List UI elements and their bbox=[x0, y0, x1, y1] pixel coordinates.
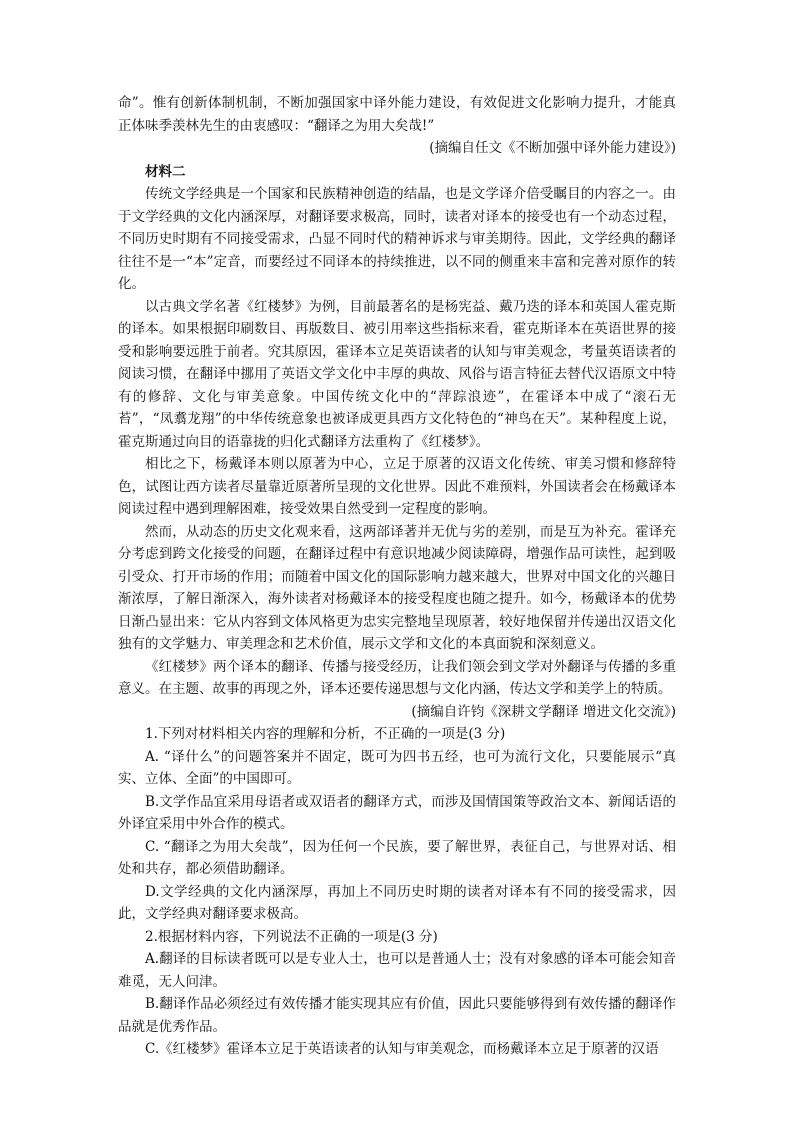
question-1-option-a: A. “译什么”的问题答案并不固定，既可为四书五经，也可为流行文化，只要能展示“真实、立体、全面”的中国即可。 bbox=[118, 748, 676, 787]
material2-heading: 材料二 bbox=[145, 163, 186, 180]
material2-paragraph: 相比之下，杨戴译本则以原著为中心，立足于原著的汉语文化传统、审美习惯和修辞特色，试图让西方读者尽量靠近原著所呈现的文化世界。因此不难预料，外国读者会在杨戴译本阅读过程中遇到理解困难，接受效果自然受到一定程度的影响。 bbox=[118, 456, 676, 517]
material2-source: (摘编自许钧《深耕文学翻译 增进文化交流》) bbox=[411, 703, 676, 720]
question-2-stem: 2.根据材料内容，下列说法不正确的一项是(3 分) bbox=[145, 928, 438, 945]
material2-paragraph: 以古典文学名著《红楼梦》为例，目前最著名的是杨宪益、戴乃迭的译本和英国人霍克斯的译本。如果根据印刷数目、再版数目、被引用率这些指标来看，霍克斯译本在英语世界的接受和影响要远胜于前者。究其原因，霍译本立足英语读者的认知与审美观念，考量英语读者的阅读习惯，在翻译中挪用了英语文学文化中丰厚的典故、风俗与语言特征去替代汉语原文中特有的修辞、文化与审美意象。中国传统文化中的“萍踪浪迹”，在霍译本中成了“滚石无苔”，“凤翥龙翔”的中华传统意象也被译成更具西方文化特色的“神鸟在天”。某种程度上说，霍克斯通过向目的语靠拢的归化式翻译方法重构了《红楼梦》。 bbox=[118, 298, 676, 450]
document-page bbox=[118, 92, 676, 1061]
question-2-option-b: B.翻译作品必须经过有效传播才能实现其应有价值，因此只要能够得到有效传播的翻译作品就是优秀作品。 bbox=[118, 996, 676, 1035]
material2-paragraph: 传统文学经典是一个国家和民族精神创造的结晶，也是文学译介倍受瞩目的内容之一。由于文学经典的文化内涵深厚，对翻译要求极高，同时，读者对译本的接受也有一个动态过程，不同历史时期有不同接受需求，凸显不同时代的精神诉求与审美期待。因此，文学经典的翻译往往不是一“本”定音，而要经过不同译本的持续推进，以不同的侧重来丰富和完善对原作的转化。 bbox=[118, 186, 676, 292]
question-2-option-a: A.翻译的目标读者既可以是专业人士，也可以是普通人士；没有对象感的译本可能会知音难觅，无人问津。 bbox=[118, 951, 676, 990]
question-1-stem: 1.下列对材料相关内容的理解和分析，不正确的一项是(3 分) bbox=[145, 726, 506, 742]
question-1-option-d: D.文学经典的文化内涵深厚，再加上不同历史时期的读者对译本有不同的接受需求，因此，文学经典对翻译要求极高。 bbox=[118, 883, 676, 922]
material2-paragraph: 《红楼梦》两个译本的翻译、传播与接受经历，让我们领会到文学对外翻译与传播的多重意义。在主题、故事的再现之外，译本还要传递思想与文化内涵，传达文学和美学上的特质。 bbox=[118, 658, 676, 697]
material1-tail: 命”。惟有创新体制机制，不断加强国家中译外能力建设，有效促进文化影响力提升，才能真正体味季羡林先生的由衷感叹：“翻译之为用大矣哉!” bbox=[118, 95, 676, 134]
question-1-option-c: C. “翻译之为用大矣哉”，因为任何一个民族，要了解世界，表征自己，与世界对话、相处和共存，都必须借助翻译。 bbox=[118, 838, 676, 877]
material2-paragraph: 然而，从动态的历史文化观来看，这两部译著并无优与劣的差别，而是互为补充。霍译充分考虑到跨文化接受的问题，在翻译过程中有意识地减少阅读障碍，增强作品可读性，起到吸引受众、打开市场的作用；而随着中国文化的国际影响力越来越大，世界对中国文化的兴趣日渐浓厚，了解日渐深入，海外读者对杨戴译本的接受程度也随之提升。如今，杨戴译本的优势日渐凸显出来：它从内容到文体风格更为忠实完整地呈现原著，较好地保留并传递出汉语文化独有的文学魅力、审美理念和艺术价值，展示文学和文化的本真面貌和深刻意义。 bbox=[118, 523, 676, 652]
question-2-option-c: C.《红楼梦》霍译本立足于英语读者的认知与审美观念，而杨戴译本立足于原著的汉语 bbox=[145, 1041, 659, 1057]
material1-source: (摘编自任文《不断加强中译外能力建设》) bbox=[429, 140, 676, 156]
question-1-option-b: B.文学作品宜采用母语者或双语者的翻译方式，而涉及国情国策等政治文本、新闻话语的外译宜采用中外合作的模式。 bbox=[118, 793, 676, 832]
